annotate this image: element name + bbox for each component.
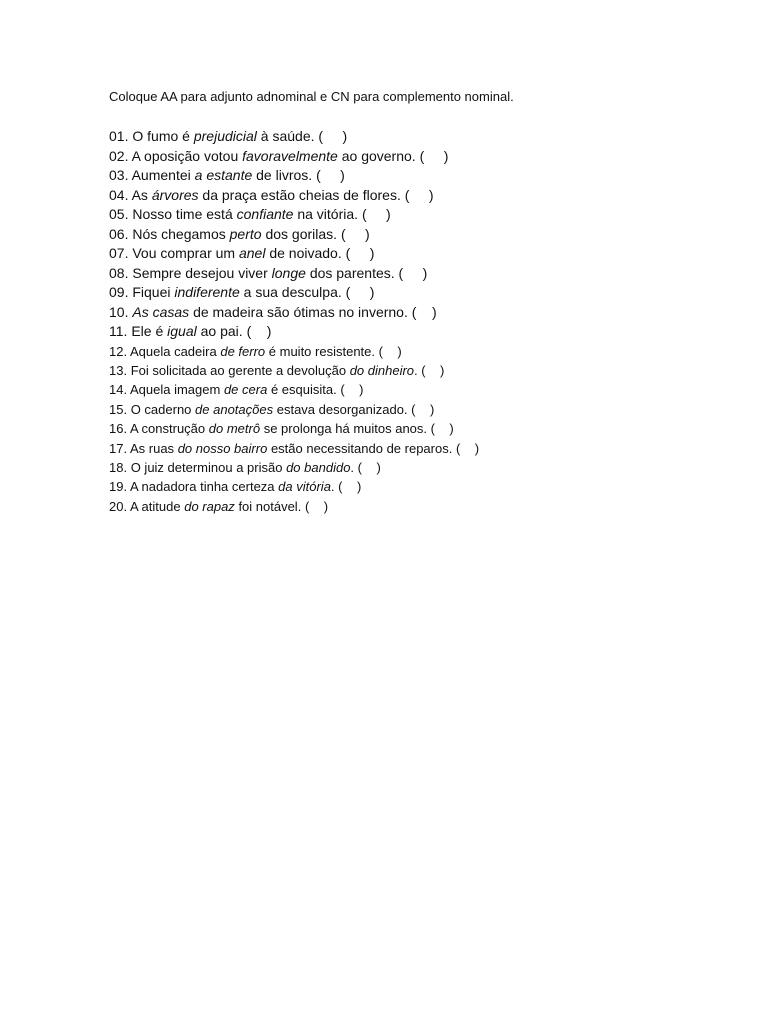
item-text-before: Nós chegamos xyxy=(132,225,226,242)
exercise-item xyxy=(109,342,729,361)
item-highlighted-term: longe xyxy=(271,264,306,281)
exercise-item xyxy=(109,225,729,245)
item-text-before: Aquela imagem xyxy=(129,382,221,398)
item-text-before: Fiquei xyxy=(132,284,171,300)
exercise-item xyxy=(109,147,729,167)
item-highlighted-term: confiante xyxy=(236,206,294,222)
exercise-item xyxy=(109,303,729,323)
item-highlighted-term: do bandido xyxy=(286,459,351,475)
item-text-before: Ele é xyxy=(131,323,164,339)
answer-blank: ( ) xyxy=(338,479,362,495)
item-highlighted-term: indiferente xyxy=(174,284,240,300)
item-text-before: Sempre desejou viver xyxy=(132,264,268,281)
item-highlighted-term: As casas xyxy=(132,303,190,320)
exercise-item xyxy=(109,361,729,380)
answer-blank: ( ) xyxy=(357,459,381,475)
answer-blank: ( ) xyxy=(340,382,364,398)
answer-blank: ( ) xyxy=(404,186,434,203)
item-text-after: na vitória. xyxy=(297,206,359,222)
exercise-item xyxy=(109,322,729,342)
item-highlighted-term: da vitória xyxy=(278,479,331,495)
item-text-after: ao pai. xyxy=(200,323,243,339)
item-text-after: a sua desculpa. xyxy=(243,284,342,300)
item-text-after: é esquisita. xyxy=(270,382,337,398)
exercise-item xyxy=(109,166,729,186)
item-text-before: A construção xyxy=(129,421,206,437)
item-number: 01. xyxy=(109,128,129,144)
exercise-item xyxy=(109,400,729,419)
answer-blank: ( ) xyxy=(304,498,329,514)
item-number: 12. xyxy=(109,343,128,359)
item-text-after: se prolonga há muitos anos. xyxy=(263,421,428,437)
item-number: 16. xyxy=(109,421,128,437)
item-number: 13. xyxy=(109,362,128,378)
item-highlighted-term: a estante xyxy=(194,167,253,183)
item-number: 10. xyxy=(109,303,129,320)
exercise-item xyxy=(109,458,729,477)
item-highlighted-term: árvores xyxy=(151,186,199,203)
item-text-after: dos parentes. xyxy=(309,264,395,281)
exercise-item xyxy=(109,186,729,206)
answer-blank: ( ) xyxy=(411,303,437,320)
item-text-after: . xyxy=(414,362,418,378)
item-text-after: estão necessitando de reparos. xyxy=(270,440,453,456)
item-text-after: de madeira são ótimas no inverno. xyxy=(193,303,408,320)
item-number: 15. xyxy=(109,401,128,417)
item-text-before: As ruas xyxy=(129,440,175,456)
answer-blank: ( ) xyxy=(345,284,375,300)
item-text-before: O caderno xyxy=(130,401,192,417)
instruction-text: Coloque AA para adjunto adnominal e CN para complemento nominal. xyxy=(109,89,514,104)
item-text-after: da praça estão cheias de flores. xyxy=(202,186,401,203)
item-text-before: As xyxy=(131,186,148,203)
item-highlighted-term: de anotações xyxy=(195,401,274,417)
item-text-before: Aumentei xyxy=(131,167,191,183)
document-page xyxy=(109,88,729,516)
item-highlighted-term: igual xyxy=(167,323,197,339)
item-text-after: estava desorganizado. xyxy=(276,401,408,417)
item-text-before: O juiz determinou a prisão xyxy=(130,459,283,475)
exercise-item xyxy=(109,127,729,147)
answer-blank: ( ) xyxy=(455,440,480,456)
item-text-before: A atitude xyxy=(129,498,181,514)
answer-blank: ( ) xyxy=(421,362,445,378)
exercise-item xyxy=(109,205,729,225)
item-text-after: de livros. xyxy=(256,167,313,183)
item-highlighted-term: do nosso bairro xyxy=(177,440,268,456)
item-text-after: . xyxy=(330,479,335,495)
item-text-before: Nosso time está xyxy=(132,206,233,222)
exercise-item xyxy=(109,419,729,438)
item-number: 19. xyxy=(109,479,128,495)
exercise-item xyxy=(109,477,729,496)
item-number: 14. xyxy=(109,382,128,398)
exercise-item xyxy=(109,497,729,516)
item-highlighted-term: do rapaz xyxy=(184,498,235,514)
item-text-before: O fumo é xyxy=(132,128,190,144)
item-text-after: dos gorilas. xyxy=(265,225,338,242)
item-number: 07. xyxy=(109,245,129,261)
item-text-before: A nadadora tinha certeza xyxy=(129,479,275,495)
item-number: 18. xyxy=(109,459,128,475)
item-highlighted-term: do dinheiro xyxy=(349,362,415,378)
exercise-item xyxy=(109,380,729,399)
item-number: 02. xyxy=(109,147,129,164)
exercise-item xyxy=(109,283,729,303)
answer-blank: ( ) xyxy=(316,167,345,183)
item-text-after: ao governo. xyxy=(341,147,416,164)
item-number: 08. xyxy=(109,264,129,281)
item-text-after: à saúde. xyxy=(260,128,315,144)
exercise-item xyxy=(109,244,729,264)
item-number: 04. xyxy=(109,186,129,203)
answer-blank: ( ) xyxy=(361,206,391,222)
exercise-item xyxy=(109,264,729,284)
item-text-after: . xyxy=(350,459,355,475)
answer-blank: ( ) xyxy=(345,245,375,261)
answer-blank: ( ) xyxy=(318,128,348,144)
item-text-after: foi notável. xyxy=(238,498,302,514)
answer-blank: ( ) xyxy=(340,225,370,242)
item-highlighted-term: favoravelmente xyxy=(242,147,338,164)
item-highlighted-term: de cera xyxy=(223,382,268,398)
item-text-after: é muito resistente. xyxy=(268,343,375,359)
item-number: 17. xyxy=(109,440,128,456)
answer-blank: ( ) xyxy=(411,401,435,417)
item-highlighted-term: perto xyxy=(229,225,262,242)
item-highlighted-term: do metrô xyxy=(208,421,261,437)
item-text-after: de noivado. xyxy=(269,245,342,261)
item-number: 05. xyxy=(109,206,129,222)
item-text-before: Aquela cadeira xyxy=(129,343,217,359)
item-highlighted-term: anel xyxy=(238,245,266,261)
exercise-item xyxy=(109,439,729,458)
item-number: 20. xyxy=(109,498,128,514)
item-number: 06. xyxy=(109,225,129,242)
answer-blank: ( ) xyxy=(246,323,272,339)
item-number: 03. xyxy=(109,167,129,183)
answer-blank: ( ) xyxy=(398,264,428,281)
item-highlighted-term: prejudicial xyxy=(193,128,257,144)
answer-blank: ( ) xyxy=(378,343,402,359)
item-highlighted-term: de ferro xyxy=(220,343,266,359)
answer-blank: ( ) xyxy=(430,421,454,437)
item-text-before: Vou comprar um xyxy=(132,245,236,261)
answer-blank: ( ) xyxy=(419,147,449,164)
item-number: 09. xyxy=(109,284,129,300)
exercise-list xyxy=(109,127,729,516)
item-number: 11. xyxy=(109,323,128,339)
item-text-before: A oposição votou xyxy=(131,147,239,164)
item-text-before: Foi solicitada ao gerente a devolução xyxy=(130,362,347,378)
